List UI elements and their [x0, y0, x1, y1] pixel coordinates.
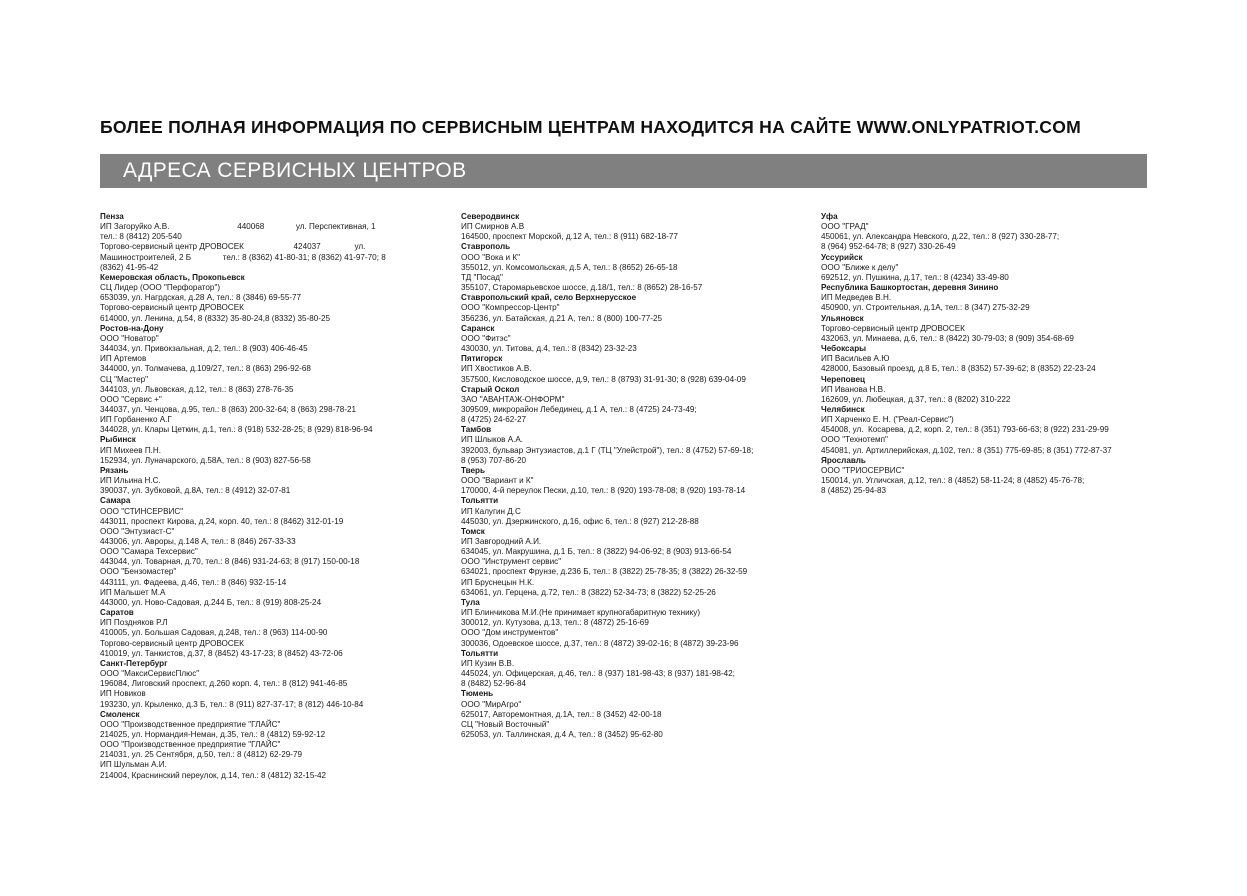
city-block [461, 242, 796, 293]
address-line: ИП Мальшет М.А [100, 587, 166, 597]
address-line: ООО "Производственное предприятие "ГЛАЙС" [100, 740, 281, 750]
address-line: 653039, ул. Нагрдская, д.28 А, тел.: 8 (3846) 69-55-77 [100, 293, 302, 303]
address-line: ООО "Сервис +" [100, 394, 162, 404]
city-heading: Череповец [821, 374, 865, 384]
address-line: ИП Смирнов А.В [461, 222, 525, 232]
address-line: ООО "МирАгро" [461, 699, 522, 709]
section-banner: АДРЕСА СЕРВИСНЫХ ЦЕНТРОВ [100, 154, 1147, 188]
address-line: ИП Васильев А.Ю [821, 354, 890, 364]
address-line: ООО "Производственное предприятие "ГЛАЙС" [100, 719, 281, 729]
address-line: 430030, ул. Титова, д.4, тел.: 8 (8342) 23-32-23 [461, 344, 637, 354]
address-line: ИП Кузин В.В. [461, 658, 515, 668]
city-block [821, 314, 1156, 344]
address-line: ИП Завгородний А.И. [461, 537, 542, 546]
address-line: 432063, ул. Минаева, д.6, тел.: 8 (8422) 30-79-03; 8 (909) 354-68-69 [821, 333, 1074, 343]
address-line: Торгово-сервисный центр ДРОВОСЕК 424037 ул. [100, 242, 366, 252]
address-line: ТД "Посад" [461, 272, 503, 282]
address-line: ООО "Вариант и К" [461, 476, 534, 486]
city-block [461, 293, 796, 323]
address-line: ООО "Инструмент сервис" [461, 557, 562, 567]
address-line: ООО "Фитэс" [461, 333, 511, 343]
city-heading: Санкт-Петербург [100, 658, 168, 668]
address-line: 443000, ул. Ново-Садовая, д.244 Б, тел.: 8 (919) 808-25-24 [100, 597, 322, 607]
city-heading: Ставропольский край, село Верхнерусское [461, 293, 637, 303]
city-block [100, 324, 430, 436]
address-line: ООО "ГРАД" [821, 222, 869, 232]
address-line: ИП Михеев П.Н. [100, 445, 162, 455]
address-line: 214031, ул. 25 Сентября, д.50, тел.: 8 (4812) 62-29-79 [100, 750, 303, 760]
address-line: 443006, ул. Авроры, д.148 А, тел.: 8 (846) 267-33-33 [100, 537, 296, 546]
address-line: ИП Бруснецын Н.К. [461, 577, 535, 587]
address-line: 428000, Базовый проезд, д.8 Б, тел.: 8 (8352) 57-39-62; 8 (8352) 22-23-24 [821, 364, 1096, 374]
address-line: 344037, ул. Ченцова, д.95, тел.: 8 (863) 200-32-64; 8 (863) 298-78-21 [100, 404, 357, 414]
address-line: 634061, ул. Герцена, д.72, тел.: 8 (3822) 52-34-73; 8 (3822) 52-25-26 [461, 587, 716, 597]
city-block [821, 253, 1156, 283]
address-line: ИП Хвостиков А.В. [461, 364, 532, 374]
city-block [821, 344, 1156, 374]
city-heading: Рязань [100, 465, 129, 475]
address-line: 625053, ул. Таллинская, д.4 А, тел.: 8 (3452) 95-62-80 [461, 729, 663, 739]
address-line: ООО "Энтузиаст-С" [100, 526, 175, 536]
address-line: 355107, Старомарьевское шоссе, д.18/1, тел.: 8 (8652) 28-16-57 [461, 283, 703, 293]
address-line: 410005, ул. Большая Садовая, д.248, тел.: 8 (963) 114-00-90 [100, 628, 328, 638]
column-1 [100, 212, 430, 781]
address-line: 196084, Лиговский проспект, д.260 корп. 4, тел.: 8 (812) 941-46-85 [100, 679, 348, 689]
city-heading: Тольятти [461, 496, 499, 506]
address-line: ИП Блинчикова М.И.(Не принимает крупногабаритную технику) [461, 608, 701, 618]
city-block [821, 405, 1156, 456]
address-line: СЦ "Мастер" [100, 374, 149, 384]
city-block [461, 466, 796, 496]
address-line: 443011, проспект Кирова, д.24, корп. 40, тел.: 8 (8462) 312-01-19 [100, 516, 344, 526]
address-line: ИП Шлыков А.А. [461, 435, 524, 445]
address-line: 614000, ул. Ленина, д.54, 8 (8332) 35-80-24,8 (8332) 35-80-25 [100, 313, 331, 323]
address-line: 214004, Краснинский переулок, д.14, тел.: 8 (4812) 32-15-42 [100, 770, 327, 780]
address-line: 634021, проспект Фрунзе, д.236 Б, тел.: 8 (3822) 25-78-35; 8 (3822) 26-32-59 [461, 567, 748, 577]
address-line: 8 (4852) 25-94-83 [821, 486, 887, 496]
address-line: 445024, ул. Офицерская, д.46, тел.: 8 (937) 181-98-43; 8 (937) 181-98-42; [461, 669, 735, 679]
address-line: 344000, ул. Толмачева, д.109/27, тел.: 8 (863) 296-92-68 [100, 364, 311, 374]
city-block [461, 425, 796, 466]
city-block [100, 435, 430, 465]
address-line: ООО "МаксиСервисПлюс" [100, 669, 200, 679]
address-line: ИП Калугин Д.С [461, 506, 521, 516]
address-line: 454081, ул. Артиллерийская, д.102, тел.: 8 (351) 775-69-85; 8 (351) 772-87-37 [821, 445, 1112, 455]
address-line: Торгово-сервисный центр ДРОВОСЕК [100, 303, 244, 313]
address-line: ЗАО "АВАНТАЖ-ОНФОРМ" [461, 394, 565, 404]
address-line: СЦ Лидер (ООО "Перфоратор") [100, 283, 221, 293]
address-line: 8 (8482) 52-96-84 [461, 679, 527, 689]
address-line: ИП Горбаненко А.Г [100, 415, 172, 425]
city-heading: Саратов [100, 608, 134, 618]
address-line: тел.: 8 (8412) 205-540 [100, 232, 182, 242]
address-line: ООО "СТИНСЕРВИС" [100, 506, 184, 516]
city-heading: Рыбинск [100, 435, 136, 445]
address-line: ИП Медведев В.Н. [821, 293, 892, 303]
address-line: ИП Ильина Н.С. [100, 476, 161, 486]
address-line: ИП Шульман А.И. [100, 760, 167, 770]
address-line: 164500, проспект Морской, д.12 А, тел.: 8 (911) 682-18-77 [461, 232, 678, 242]
address-line: 692512, ул. Пушкина, д.17, тел.: 8 (4234) 33-49-80 [821, 272, 1009, 282]
address-line: 193230, ул. Крыленко, д.3 Б, тел.: 8 (911) 827-37-17; 8 (812) 446-10-84 [100, 699, 364, 709]
address-line: 162609, ул. Любецкая, д.37, тел.: 8 (8202) 310-222 [821, 394, 1011, 404]
city-block [461, 527, 796, 598]
city-heading: Старый Оскол [461, 384, 520, 394]
column-3 [821, 212, 1156, 496]
city-block [100, 466, 430, 496]
city-block [821, 375, 1156, 405]
address-line: 309509, микрорайон Лебединец, д.1 А, тел.: 8 (4725) 24-73-49; [461, 404, 697, 414]
city-block [100, 273, 430, 324]
city-block [461, 354, 796, 384]
address-line: ИП Новиков [100, 689, 146, 699]
address-line: ООО "Технотемп" [821, 435, 888, 445]
address-line: 344028, ул. Клары Цеткин, д.1, тел.: 8 (918) 532-28-25; 8 (929) 818-96-94 [100, 425, 373, 435]
city-block [100, 496, 430, 608]
address-line: 8 (4725) 24-62-27 [461, 415, 527, 425]
city-heading: Челябинск [821, 404, 865, 414]
city-block [461, 324, 796, 354]
city-block [461, 385, 796, 426]
address-line: Машиностроителей, 2 Б тел.: 8 (8362) 41-80-31; 8 (8362) 41-97-70; 8 [100, 252, 386, 262]
city-block [100, 608, 430, 659]
address-line: 634045, ул. Макрушина, д.1 Б, тел.: 8 (3822) 94-06-92; 8 (903) 913-66-54 [461, 547, 732, 557]
address-line: Торгово-сервисный центр ДРОВОСЕК [821, 323, 965, 333]
address-line: 355012, ул. Комсомольская, д.5 А, тел.: 8 (8652) 26-65-18 [461, 262, 678, 272]
address-line: 356236, ул. Батайская, д.21 А, тел.: 8 (800) 100-77-25 [461, 313, 663, 323]
address-line: 450900, ул. Строительная, д.1А, тел.: 8 (347) 275-32-29 [821, 303, 1030, 313]
address-line: ООО "Новатор" [100, 333, 159, 343]
address-line: ООО "Дом инструментов" [461, 628, 559, 638]
address-line: 625017, Авторемонтная, д.1А, тел.: 8 (3452) 42-00-18 [461, 709, 662, 719]
address-line: 8 (964) 952-64-78; 8 (927) 330-26-49 [821, 242, 956, 252]
address-line: 357500, Кисловодское шоссе, д.9, тел.: 8 (8793) 31-91-30; 8 (928) 639-04-09 [461, 374, 746, 384]
address-line: 410019, ул. Танкистов, д.37, 8 (8452) 43-17-23; 8 (8452) 43-72-06 [100, 648, 343, 658]
city-block [100, 212, 430, 273]
address-line: ИП Артемов [100, 354, 147, 364]
address-line: 152934, ул. Луначарского, д.58А, тел.: 8 (903) 827-56-58 [100, 455, 311, 465]
address-line: ООО "ТРИОСЕРВИС" [821, 465, 905, 475]
address-line: ООО "Компрессор-Центр" [461, 303, 560, 313]
city-block [100, 659, 430, 710]
column-2 [461, 212, 796, 740]
address-line: ООО "Самара Техсервис" [100, 547, 198, 557]
address-line: 300036, Одоевское шоссе, д.37, тел.: 8 (4872) 39-02-16; 8 (4872) 39-23-96 [461, 638, 739, 648]
city-heading: Чебоксары [821, 344, 867, 354]
address-line: ИП Загоруйко А.В. 440068 ул. Перспективная, 1 [100, 222, 376, 232]
address-line: 392003, бульвар Энтузиастов, д.1 Г (ТЦ "Улейстрой"), тел.: 8 (4752) 57-69-18; [461, 445, 754, 455]
city-heading: Северодвинск [461, 212, 520, 221]
city-heading: Кемеровская область, Прокопьевск [100, 272, 245, 282]
city-heading: Республика Башкортостан, деревня Зинино [821, 283, 999, 293]
city-heading: Тула [461, 597, 480, 607]
headline: БОЛЕЕ ПОЛНАЯ ИНФОРМАЦИЯ ПО СЕРВИСНЫМ ЦЕНТРАМ НАХОДИТСЯ НА САЙТЕ WWW.ONLYPATRIOT.COM [100, 117, 1082, 137]
city-heading: Тамбов [461, 425, 492, 435]
address-line: 454008, ул. Косарева, д.2, корп. 2, тел.: 8 (351) 793-66-63; 8 (922) 231-29-99 [821, 425, 1109, 435]
city-block [100, 710, 430, 781]
city-heading: Ярославль [821, 455, 866, 465]
city-heading: Саранск [461, 323, 495, 333]
city-heading: Ульяновск [821, 313, 864, 323]
address-line: ООО "Вока и К" [461, 252, 520, 262]
address-line: 150014, ул. Угличская, д.12, тел.: 8 (4852) 58-11-24; 8 (4852) 45-76-78; [821, 476, 1085, 486]
address-line: 214025, ул. Нормандия-Неман, д.35, тел.: 8 (4812) 59-92-12 [100, 729, 326, 739]
city-block [461, 649, 796, 690]
address-line: 8 (953) 707-86-20 [461, 455, 527, 465]
city-block [461, 689, 796, 740]
city-heading: Тюмень [461, 689, 494, 699]
city-heading: Тольятти [461, 648, 499, 658]
address-line: 450061, ул. Александра Невского, д.22, тел.: 8 (927) 330-28-77; [821, 232, 1060, 242]
address-line: СЦ "Новый Восточный" [461, 719, 550, 729]
city-block [821, 212, 1156, 253]
address-line: 445030, ул. Дзержинского, д.16, офис 6, тел.: 8 (927) 212-28-88 [461, 516, 699, 526]
address-line: 443111, ул. Фадеева, д.46, тел.: 8 (846) 932-15-14 [100, 577, 287, 587]
city-heading: Пятигорск [461, 354, 503, 364]
city-heading: Самара [100, 496, 131, 506]
city-heading: Пенза [100, 212, 124, 221]
city-block [461, 212, 796, 242]
address-line: ИП Иванова Н.В. [821, 384, 886, 394]
address-line: (8362) 41-95-42 [100, 262, 159, 272]
address-line: 300012, ул. Кутузова, д.13, тел.: 8 (4872) 25-16-69 [461, 618, 649, 628]
city-heading: Уфа [821, 212, 838, 221]
city-heading: Уссурийск [821, 252, 863, 262]
address-line: 443044, ул. Товарная, д.70, тел.: 8 (846) 931-24-63; 8 (917) 150-00-18 [100, 557, 360, 567]
address-line: ООО "Бензомастер" [100, 567, 177, 577]
city-block [461, 598, 796, 649]
city-heading: Ростов-на-Дону [100, 323, 164, 333]
city-block [821, 456, 1156, 497]
city-heading: Тверь [461, 465, 486, 475]
city-heading: Ставрополь [461, 242, 511, 252]
address-line: ИП Харченко Е. Н. ("Реал-Сервис") [821, 415, 954, 425]
address-line: 344034, ул. Привокзальная, д.2, тел.: 8 (903) 406-46-45 [100, 344, 308, 354]
address-line: 390037, ул. Зубковой, д.8А, тел.: 8 (4912) 32-07-81 [100, 486, 291, 496]
city-heading: Смоленск [100, 709, 140, 719]
city-block [461, 496, 796, 526]
address-line: 344103, ул. Львовская, д.12, тел.: 8 (863) 278-76-35 [100, 384, 294, 394]
address-line: Торгово-сервисный центр ДРОВОСЕК [100, 638, 244, 648]
city-block [821, 283, 1156, 313]
address-line: ООО "Ближе к делу" [821, 262, 899, 272]
address-line: ИП Поздняков Р.Л [100, 618, 168, 628]
city-heading: Томск [461, 526, 485, 536]
address-line: 170000, 4-й переулок Пески, д.10, тел.: 8 (920) 193-78-08; 8 (920) 193-78-14 [461, 486, 746, 496]
